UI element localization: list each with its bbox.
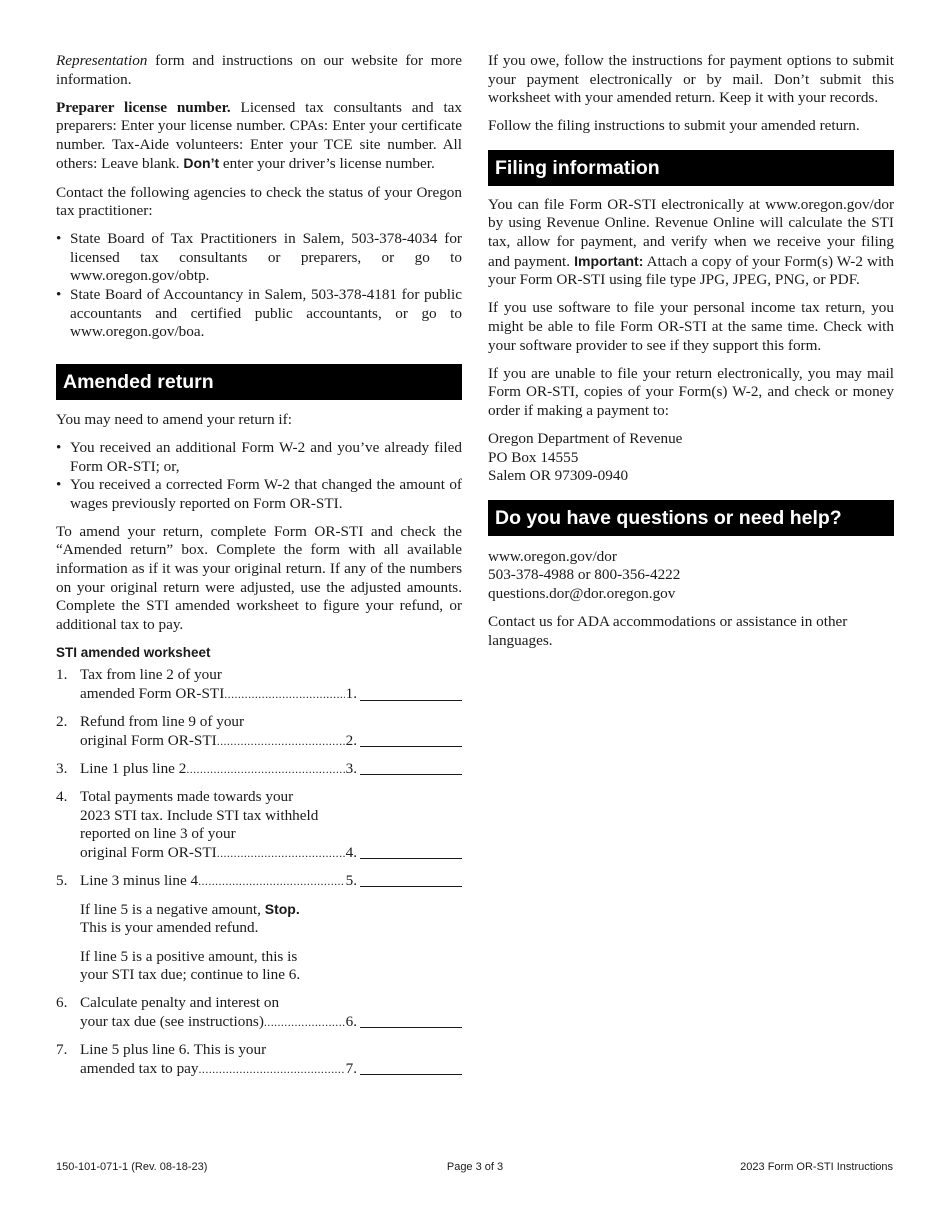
- amount-entry-field[interactable]: [360, 686, 462, 701]
- filing-text: You can file Form OR-STI electronically at www.oregon.gov/dor by using Revenue Online. Revenue Online will calculate the STI tax, allow for payment, and verify when we receive your filing and payment.: [488, 195, 894, 270]
- amend-instructions: To amend your return, complete Form OR-STI and check the “Amended return” box. Complete the form with all available information as if it was your original return. If any of the numbers on your original return were adjusted, use the adjusted amounts. Complete the STI amended worksheet to figure your refund, or additional tax to pay.: [56, 522, 462, 633]
- worksheet-entry-row: [80, 732, 462, 751]
- website-link[interactable]: www.oregon.gov/dor: [488, 547, 617, 565]
- address-line: Oregon Department of Revenue: [488, 429, 683, 447]
- filing-information-heading: Filing information: [488, 150, 894, 186]
- worksheet-line: [56, 994, 462, 1031]
- amend-if-text: You may need to amend your return if:: [56, 410, 292, 428]
- help-heading: Do you have questions or need help?: [488, 500, 894, 536]
- amount-entry-field[interactable]: [360, 760, 462, 775]
- worksheet-line: [56, 760, 462, 779]
- worksheet-lines-6-7: [56, 994, 462, 1078]
- amended-return-heading: Amended return: [56, 364, 462, 400]
- worksheet-note-positive: [56, 948, 462, 985]
- worksheet-line-label: Line 3 minus line 4: [80, 871, 199, 889]
- worksheet-entry-row: [80, 1013, 462, 1032]
- worksheet-line-label: original Form OR-STI: [80, 731, 217, 749]
- worksheet-line-label: your tax due (see instructions): [80, 1012, 264, 1030]
- owe-paragraph: If you owe, follow the instructions for payment options to submit your payment electronically or by mail. Don’t submit this worksheet with your amended return. Keep it with your records.: [488, 52, 894, 107]
- worksheet-line-text: 2023 STI tax. Include STI tax withheld: [80, 806, 319, 824]
- contact-block: [488, 548, 894, 604]
- worksheet-line-text: reported on line 3 of your: [80, 825, 236, 843]
- note-positive-text: If line 5 is a positive amount, this is: [80, 947, 298, 965]
- dot-leader: [186, 760, 344, 779]
- worksheet-entry-row: [80, 1060, 462, 1079]
- worksheet-entry-row: [80, 872, 462, 891]
- worksheet-line-label: Line 1 plus line 2: [80, 759, 187, 777]
- intro-text: form and instructions on our website for more information.: [56, 52, 462, 88]
- worksheet-line-ref: 5.: [345, 871, 357, 889]
- worksheet-line: [56, 713, 462, 750]
- filing-paragraph-3: If you are unable to file your return electronically, you may mail Form OR-STI, copies of your Form(s) W-2, and check or money order if making a payment to:: [488, 364, 894, 419]
- worksheet-line-label: amended Form OR-STI: [80, 685, 225, 703]
- preparer-text-end: enter your driver’s license number.: [219, 155, 435, 173]
- worksheet-line-ref: 4.: [345, 843, 357, 861]
- worksheet-entry-row: [80, 844, 462, 863]
- list-item: • You received an additional Form W-2 and you’ve already filed Form OR-STI; or,: [56, 439, 462, 476]
- list-item: • State Board of Tax Practitioners in Salem, 503-378-4034 for licensed tax consultants or preparers, or go to www.oregon.gov/obtp.: [56, 230, 462, 286]
- email-link[interactable]: questions.dor@dor.oregon.gov: [488, 584, 676, 602]
- address-line: PO Box 14555: [488, 448, 579, 466]
- worksheet-lines-1-5: [56, 666, 462, 890]
- intro-italic: Representation: [56, 52, 148, 69]
- worksheet-line-text: Refund from line 9 of your: [80, 713, 245, 731]
- form-number: 150-101-071-1 (Rev. 08-18-23): [56, 1161, 208, 1173]
- phone-numbers: 503-378-4988 or 800-356-4222: [488, 566, 681, 584]
- preparer-label: Preparer license number.: [56, 98, 231, 116]
- dot-leader: [198, 872, 344, 891]
- form-title: 2023 Form OR-STI Instructions: [740, 1161, 893, 1173]
- intro-paragraph: [56, 52, 462, 89]
- amount-entry-field[interactable]: [360, 732, 462, 747]
- note-negative-text: If line 5 is a negative amount,: [80, 900, 265, 918]
- ada-paragraph: Contact us for ADA accommodations or assistance in other languages.: [488, 612, 848, 649]
- worksheet-line: [56, 666, 462, 703]
- worksheet-title: STI amended worksheet: [56, 644, 211, 660]
- worksheet-line-ref: 1.: [345, 685, 357, 703]
- page-number: Page 3 of 3: [446, 1161, 504, 1173]
- worksheet-line-ref: 2.: [345, 731, 357, 749]
- right-column: [488, 52, 894, 660]
- worksheet-line: [56, 872, 462, 891]
- worksheet-line-text: Line 5 plus line 6. This is your: [80, 1040, 267, 1058]
- note-negative-text-2: This is your amended refund.: [80, 919, 259, 937]
- dot-leader: [224, 685, 344, 704]
- worksheet-line-number: 4.: [56, 787, 68, 805]
- filing-paragraph-2: If you use software to file your personal income tax return, you might be able to file Form OR-STI at the same time. Check with your software provider to see if they support this form.: [488, 299, 894, 354]
- worksheet-line-label: amended tax to pay: [80, 1059, 199, 1077]
- dot-leader: [217, 844, 345, 863]
- worksheet-line: [56, 788, 462, 862]
- agency-list: [56, 230, 462, 342]
- list-item: • You received a corrected Form W-2 that changed the amount of wages previously reported on Form OR-STI.: [56, 476, 462, 513]
- preparer-dont: Don’t: [183, 155, 220, 172]
- preparer-text: Licensed tax consultants and tax preparers: Enter your license number. CPAs: Enter your certificate number. Tax-Aide volunteers: Enter your TCE site number. All others: Leave blank.: [56, 98, 462, 173]
- worksheet-line-label: original Form OR-STI: [80, 843, 217, 861]
- worksheet-line-number: 3.: [56, 759, 68, 777]
- mailing-address: [488, 430, 894, 486]
- worksheet-line: [56, 1041, 462, 1078]
- worksheet-line-number: 5.: [56, 871, 68, 889]
- worksheet-note-negative: [56, 900, 462, 938]
- worksheet-line-text: Total payments made towards your: [80, 787, 294, 805]
- follow-paragraph: Follow the filing instructions to submit your amended return.: [488, 117, 860, 135]
- left-column: [56, 52, 462, 1088]
- amend-reason-list: [56, 439, 462, 513]
- amount-entry-field[interactable]: [360, 1060, 462, 1075]
- amount-entry-field[interactable]: [360, 872, 462, 887]
- worksheet-line-number: 2.: [56, 713, 68, 731]
- worksheet-entry-row: [80, 685, 462, 704]
- worksheet-entry-row: [80, 760, 462, 779]
- dot-leader: [264, 1013, 345, 1032]
- worksheet-line-text: Calculate penalty and interest on: [80, 994, 280, 1012]
- dot-leader: [217, 732, 345, 751]
- worksheet-line-number: 7.: [56, 1040, 68, 1058]
- worksheet-line-ref: 3.: [345, 759, 357, 777]
- worksheet-line-text: Tax from line 2 of your: [80, 666, 222, 684]
- preparer-paragraph: [56, 99, 462, 174]
- note-stop: Stop.: [264, 900, 300, 917]
- note-positive-text-2: your STI tax due; continue to line 6.: [80, 966, 301, 984]
- list-item: • State Board of Accountancy in Salem, 503-378-4181 for public accountants and certified public accountants, or go to www.oregon.gov/boa.: [56, 286, 462, 342]
- amount-entry-field[interactable]: [360, 844, 462, 859]
- worksheet-line-number: 6.: [56, 994, 68, 1012]
- worksheet-line-ref: 7.: [345, 1059, 357, 1077]
- dot-leader: [199, 1060, 345, 1079]
- filing-important: Important:: [574, 252, 644, 269]
- filing-paragraph-1: [488, 196, 894, 290]
- filing-text-2: Attach a copy of your Form(s) W-2 with your Form OR-STI using file type JPG, JPEG, PNG, or PDF.: [488, 252, 894, 289]
- worksheet-line-ref: 6.: [345, 1012, 357, 1030]
- amount-entry-field[interactable]: [360, 1013, 462, 1028]
- worksheet-line-number: 1.: [56, 666, 68, 684]
- address-line: Salem OR 97309-0940: [488, 467, 629, 485]
- contact-agencies-text: Contact the following agencies to check the status of your Oregon tax practitioner:: [56, 183, 462, 220]
